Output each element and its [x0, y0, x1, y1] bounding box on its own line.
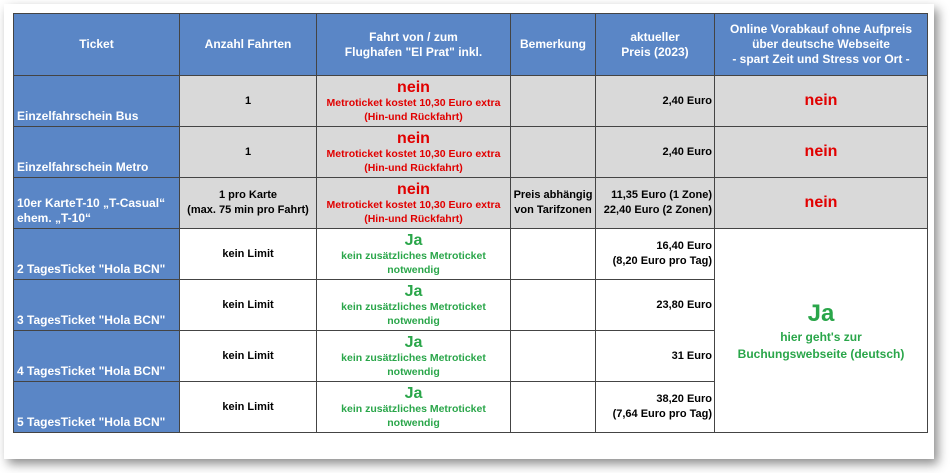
- flughafen-sub2: (Hin-und Rückfahrt): [364, 161, 463, 174]
- online-booking-link[interactable]: [715, 229, 928, 433]
- online-value: nein: [804, 142, 838, 160]
- flughafen-main: Ja: [404, 282, 423, 300]
- ticket-name: Einzelfahrschein Bus: [14, 76, 180, 127]
- flughafen-sub2: notwendig: [387, 365, 440, 378]
- header-row: [14, 14, 928, 76]
- bemerkung-cell: [511, 331, 596, 382]
- preis-line2: (7,64 Euro pro Tag): [612, 408, 712, 420]
- flughafen-sub2: notwendig: [387, 263, 440, 276]
- header-bemerkung: Bemerkung: [511, 14, 596, 76]
- online-value: nein: [804, 91, 838, 109]
- header-fahrt-flughafen: [317, 14, 511, 76]
- preis-line1: 11,35 Euro (1 Zone): [611, 189, 712, 201]
- header-online-line3: - spart Zeit und Stress vor Ort -: [732, 52, 910, 66]
- anzahl-fahrten-cell: kein Limit: [180, 331, 317, 382]
- bemerkung-cell: [511, 178, 596, 229]
- header-anzahl-fahrten: Anzahl Fahrten: [180, 14, 317, 76]
- flughafen-cell: [317, 280, 511, 331]
- online-value: nein: [804, 193, 838, 211]
- bemerkung-line2: von Tarifzonen: [514, 204, 592, 216]
- ticket-name: [14, 178, 180, 229]
- preis-line1: 16,40 Euro: [656, 240, 712, 252]
- flughafen-sub1: kein zusätzliches Metroticket: [341, 300, 486, 313]
- flughafen-sub2: notwendig: [387, 416, 440, 429]
- online-ja: Ja: [807, 299, 835, 327]
- bemerkung-cell: [511, 76, 596, 127]
- flughafen-cell: [317, 178, 511, 229]
- online-cell: [715, 76, 928, 127]
- online-ja-line2: Buchungswebseite (deutsch): [737, 346, 905, 361]
- preis-cell: [596, 178, 715, 229]
- table-row: [14, 76, 928, 127]
- ticket-comparison-table: [13, 13, 928, 433]
- flughafen-sub2: (Hin-und Rückfahrt): [364, 110, 463, 123]
- flughafen-sub1: kein zusätzliches Metroticket: [341, 249, 486, 262]
- flughafen-main: Ja: [404, 384, 423, 402]
- flughafen-main: nein: [397, 129, 430, 147]
- flughafen-sub1: Metroticket kostet 10,30 Euro extra: [326, 96, 501, 109]
- flughafen-sub2: notwendig: [387, 314, 440, 327]
- bemerkung-line1: Preis abhängig: [513, 189, 593, 201]
- preis-cell: 31 Euro: [596, 331, 715, 382]
- preis-line2: 22,40 Euro (2 Zonen): [603, 204, 712, 216]
- ticket-name: 2 TagesTicket "Hola BCN": [14, 229, 180, 280]
- preis-cell: 2,40 Euro: [596, 76, 715, 127]
- header-online-vorabkauf: [715, 14, 928, 76]
- anzahl-line2: (max. 75 min pro Fahrt): [187, 204, 309, 216]
- bemerkung-cell: [511, 229, 596, 280]
- online-cell: [715, 178, 928, 229]
- ticket-name-line1: 10er KarteT-10 „T-Casual“: [17, 196, 166, 210]
- bemerkung-cell: [511, 127, 596, 178]
- anzahl-fahrten-cell: 1: [180, 127, 317, 178]
- flughafen-cell: [317, 229, 511, 280]
- online-cell: [715, 127, 928, 178]
- ticket-comparison-frame: [4, 4, 934, 459]
- anzahl-fahrten-cell: [180, 178, 317, 229]
- table-row: [14, 127, 928, 178]
- flughafen-sub2: (Hin-und Rückfahrt): [364, 212, 463, 225]
- header-online-line2: über deutsche Webseite: [752, 37, 890, 51]
- flughafen-cell: [317, 331, 511, 382]
- flughafen-sub1: kein zusätzliches Metroticket: [341, 351, 486, 364]
- ticket-name: 5 TagesTicket "Hola BCN": [14, 382, 180, 433]
- preis-cell: 2,40 Euro: [596, 127, 715, 178]
- ticket-name: 4 TagesTicket "Hola BCN": [14, 331, 180, 382]
- preis-cell: [596, 382, 715, 433]
- flughafen-cell: [317, 127, 511, 178]
- ticket-name: Einzelfahrschein Metro: [14, 127, 180, 178]
- anzahl-fahrten-cell: kein Limit: [180, 229, 317, 280]
- flughafen-cell: [317, 382, 511, 433]
- preis-cell: [596, 229, 715, 280]
- ticket-name-line2: ehem. „T-10“: [17, 211, 92, 225]
- table-row: [14, 229, 928, 280]
- bemerkung-cell: [511, 382, 596, 433]
- online-ja-line1: hier geht's zur: [780, 329, 862, 344]
- header-online-line1: Online Vorabkauf ohne Aufpreis: [729, 22, 913, 36]
- preis-cell: 23,80 Euro: [596, 280, 715, 331]
- preis-line2: (8,20 Euro pro Tag): [612, 255, 712, 267]
- header-fahrt-line2: Flughafen "El Prat" inkl.: [344, 44, 483, 59]
- anzahl-fahrten-cell: kein Limit: [180, 382, 317, 433]
- anzahl-line1: 1 pro Karte: [218, 189, 278, 201]
- header-fahrt-line1: Fahrt von / zum: [369, 29, 458, 44]
- table-row: [14, 178, 928, 229]
- flughafen-cell: [317, 76, 511, 127]
- anzahl-fahrten-cell: kein Limit: [180, 280, 317, 331]
- anzahl-fahrten-cell: 1: [180, 76, 317, 127]
- header-preis-line2: Preis (2023): [621, 44, 689, 59]
- flughafen-main: Ja: [404, 231, 423, 249]
- ticket-name: 3 TagesTicket "Hola BCN": [14, 280, 180, 331]
- flughafen-main: nein: [397, 180, 430, 198]
- flughafen-main: Ja: [404, 333, 423, 351]
- header-ticket: Ticket: [14, 14, 180, 76]
- flughafen-sub1: Metroticket kostet 10,30 Euro extra: [326, 198, 501, 211]
- preis-line1: 38,20 Euro: [656, 393, 712, 405]
- header-preis-line1: aktueller: [630, 29, 680, 44]
- header-preis: [596, 14, 715, 76]
- flughafen-sub1: Metroticket kostet 10,30 Euro extra: [326, 147, 501, 160]
- bemerkung-cell: [511, 280, 596, 331]
- flughafen-sub1: kein zusätzliches Metroticket: [341, 402, 486, 415]
- flughafen-main: nein: [397, 78, 430, 96]
